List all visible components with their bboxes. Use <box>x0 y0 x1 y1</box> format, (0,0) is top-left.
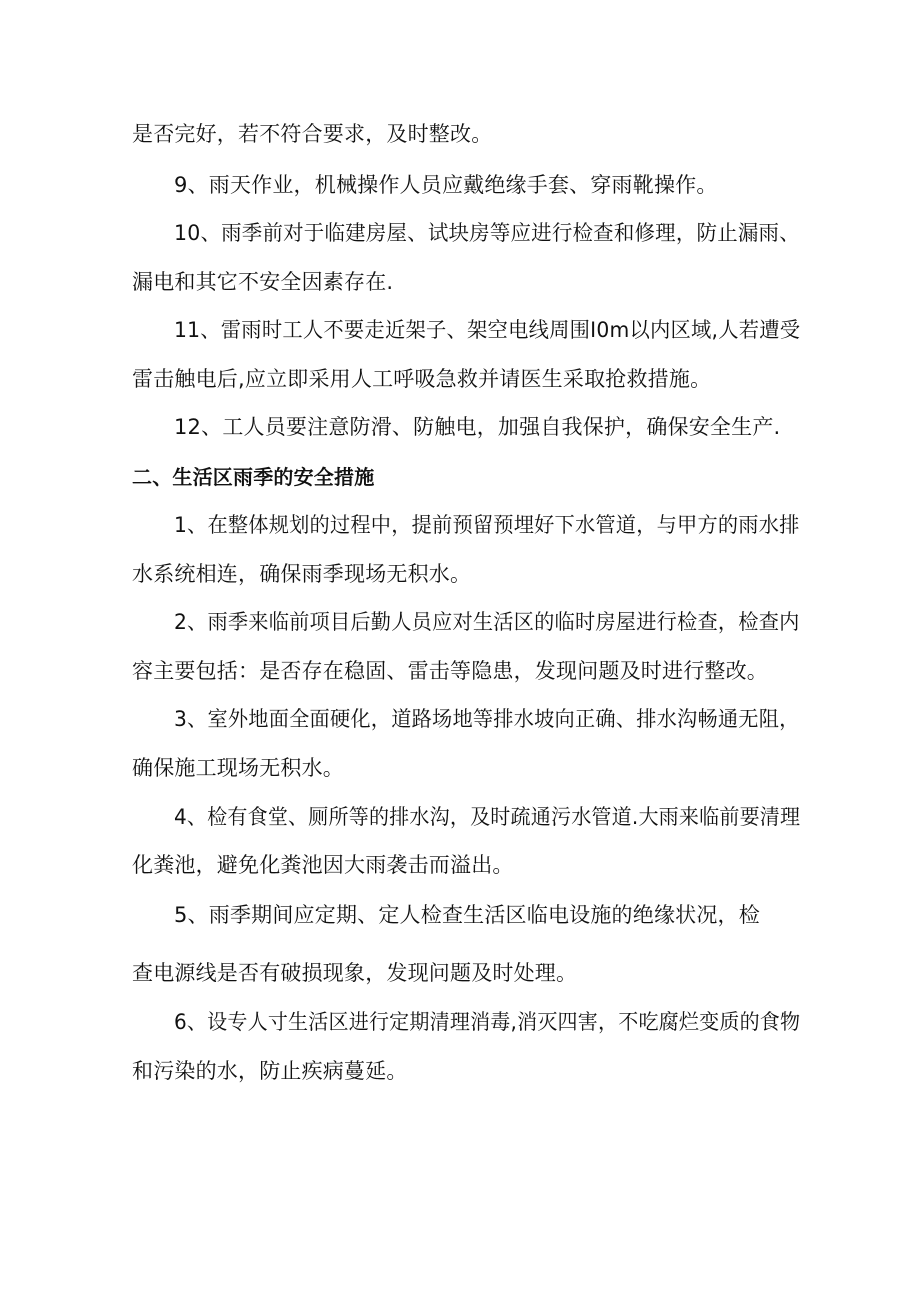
paragraph-line: 3、室外地面全面硬化，道路场地等排水坡向正确、排水沟畅通无阻， <box>174 707 800 731</box>
paragraph-line: 确保施工现场无积水。 <box>132 756 344 780</box>
paragraph-line: 雷击触电后,应立即采用人工呼吸急救并请医生采取抢救措施。 <box>132 367 712 391</box>
paragraph-line: 9、雨天作业，机械操作人员应戴绝缘手套、穿雨靴操作。 <box>174 173 718 197</box>
paragraph-line: 是否完好，若不符合要求，及时整改。 <box>132 122 493 146</box>
paragraph-line: 漏电和其它不安全因素存在. <box>132 270 394 294</box>
paragraph-line: 6、设专人寸生活区进行定期清理消毒,消灭四害，不吃腐烂变质的食物 <box>174 1010 801 1034</box>
paragraph-line: 4、检有食堂、厕所等的排水沟，及时疏通污水管道.大雨来临前要清理 <box>174 805 801 829</box>
paragraph-line: 水系统相连，确保雨季现场无积水。 <box>132 562 472 586</box>
paragraph-line: 12、工人员要注意防滑、防触电，加强自我保护，确保安全生产. <box>174 415 781 439</box>
paragraph-line: 2、雨季来临前项目后勤人员应对生活区的临时房屋进行检查，检查内 <box>174 610 800 634</box>
paragraph-line: 容主要包括：是否存在稳固、雷击等隐患，发现问题及时进行整改。 <box>132 659 768 683</box>
paragraph-line: 查电源线是否有破损现象，发现问题及时处理。 <box>132 961 578 985</box>
section-heading: 二、生活区雨季的安全措施 <box>132 465 375 489</box>
paragraph-line: 和污染的水，防止疾病蔓延。 <box>132 1059 408 1083</box>
paragraph-line: 11、雷雨时工人不要走近架子、架空电线周围I0m以内区域,人若遭受 <box>174 318 801 342</box>
paragraph-line: 1、在整体规划的过程中，提前预留预埋好下水管道，与甲方的雨水排 <box>174 513 800 537</box>
paragraph-line: 化粪池，避免化粪池因大雨袭击而溢出。 <box>132 853 514 877</box>
paragraph-line: 5、雨季期间应定期、定人检查生活区临电设施的绝缘状况，检 <box>174 903 760 927</box>
paragraph-line: 10、雨季前对于临建房屋、试块房等应进行检查和修理，防止漏雨、 <box>174 221 800 245</box>
